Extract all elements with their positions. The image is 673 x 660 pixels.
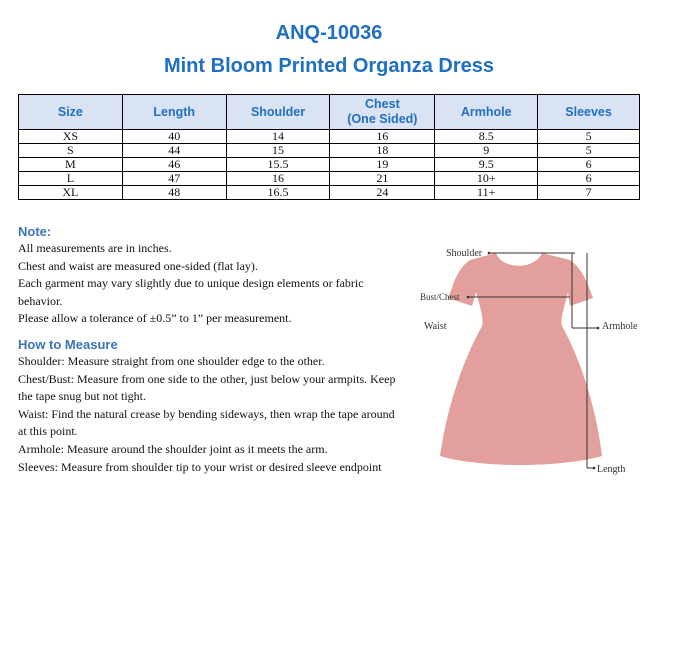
- table-row: [19, 158, 640, 172]
- note-list: [18, 240, 403, 328]
- table-cell: 11+: [435, 186, 538, 200]
- how-to-measure-heading: How to Measure: [18, 336, 118, 352]
- table-cell: 9: [435, 144, 538, 158]
- table-cell: L: [19, 172, 123, 186]
- how-to-measure-list: [18, 353, 403, 476]
- table-cell: 6: [538, 158, 640, 172]
- length-label: Length: [597, 464, 626, 475]
- column-header: Armhole: [435, 95, 538, 130]
- table-cell: 18: [330, 144, 435, 158]
- table-cell: S: [19, 144, 123, 158]
- column-header: Shoulder: [226, 95, 330, 130]
- product-code: ANQ-10036: [275, 22, 383, 44]
- text-line: Each garment may vary slightly due to unique design elements or fabric behavior.: [18, 276, 364, 308]
- table-cell: 40: [122, 130, 226, 144]
- column-header: Chest (One Sided): [330, 95, 435, 130]
- table-cell: 16: [226, 172, 330, 186]
- table-row: [19, 130, 640, 144]
- text-line: Waist: Find the natural crease by bending sideways, then wrap the tape around at this point.: [18, 406, 395, 439]
- table-cell: 5: [538, 130, 640, 144]
- table-cell: 16: [330, 130, 435, 144]
- table-cell: 21: [330, 172, 435, 186]
- text-line: Sleeves: Measure from shoulder tip to your wrist or desired sleeve endpoint: [18, 459, 382, 474]
- table-cell: 15: [226, 144, 330, 158]
- table-cell: 47: [122, 172, 226, 186]
- text-line: All measurements are in inches.: [18, 241, 172, 255]
- bust-chest-label: Bust/Chest: [420, 292, 460, 302]
- table-cell: 15.5: [226, 158, 330, 172]
- table-cell: XL: [19, 186, 123, 200]
- table-cell: 6: [538, 172, 640, 186]
- dress-illustration: [410, 240, 650, 490]
- dress-measurement-diagram: [410, 240, 650, 490]
- table-cell: 44: [122, 144, 226, 158]
- table-cell: 46: [122, 158, 226, 172]
- column-header: Size: [19, 95, 123, 130]
- table-cell: 7: [538, 186, 640, 200]
- text-line: Chest/Bust: Measure from one side to the other, just below your armpits. Keep the tape snug but not tight.: [18, 371, 396, 404]
- column-header: Sleeves: [538, 95, 640, 130]
- column-header: Length: [122, 95, 226, 130]
- armhole-label: Armhole: [602, 321, 638, 332]
- table-cell: 14: [226, 130, 330, 144]
- text-line: Shoulder: Measure straight from one shoulder edge to the other.: [18, 353, 325, 368]
- table-cell: XS: [19, 130, 123, 144]
- table-body: [19, 130, 640, 200]
- product-title: Mint Bloom Printed Organza Dress: [163, 55, 495, 77]
- text-line: Armhole: Measure around the shoulder joint as it meets the arm.: [18, 441, 328, 456]
- table-cell: 9.5: [435, 158, 538, 172]
- table-row: [19, 186, 640, 200]
- table-cell: M: [19, 158, 123, 172]
- table-cell: 19: [330, 158, 435, 172]
- note-heading: Note:: [18, 224, 52, 239]
- waist-label: Waist: [424, 321, 447, 332]
- table-cell: 5: [538, 144, 640, 158]
- table-cell: 24: [330, 186, 435, 200]
- dress-silhouette: [440, 253, 602, 465]
- shoulder-label: Shoulder: [446, 248, 483, 259]
- notes-section: [18, 223, 403, 476]
- table-cell: 16.5: [226, 186, 330, 200]
- table-row: [19, 172, 640, 186]
- table-row: [19, 144, 640, 158]
- table-cell: 48: [122, 186, 226, 200]
- text-line: Chest and waist are measured one-sided (flat lay).: [18, 258, 258, 273]
- text-line: Please allow a tolerance of ±0.5” to 1” per measurement.: [18, 311, 292, 326]
- table-cell: 8.5: [435, 130, 538, 144]
- size-chart-table: [18, 94, 640, 200]
- table-header-row: [19, 95, 640, 130]
- table-cell: 10+: [435, 172, 538, 186]
